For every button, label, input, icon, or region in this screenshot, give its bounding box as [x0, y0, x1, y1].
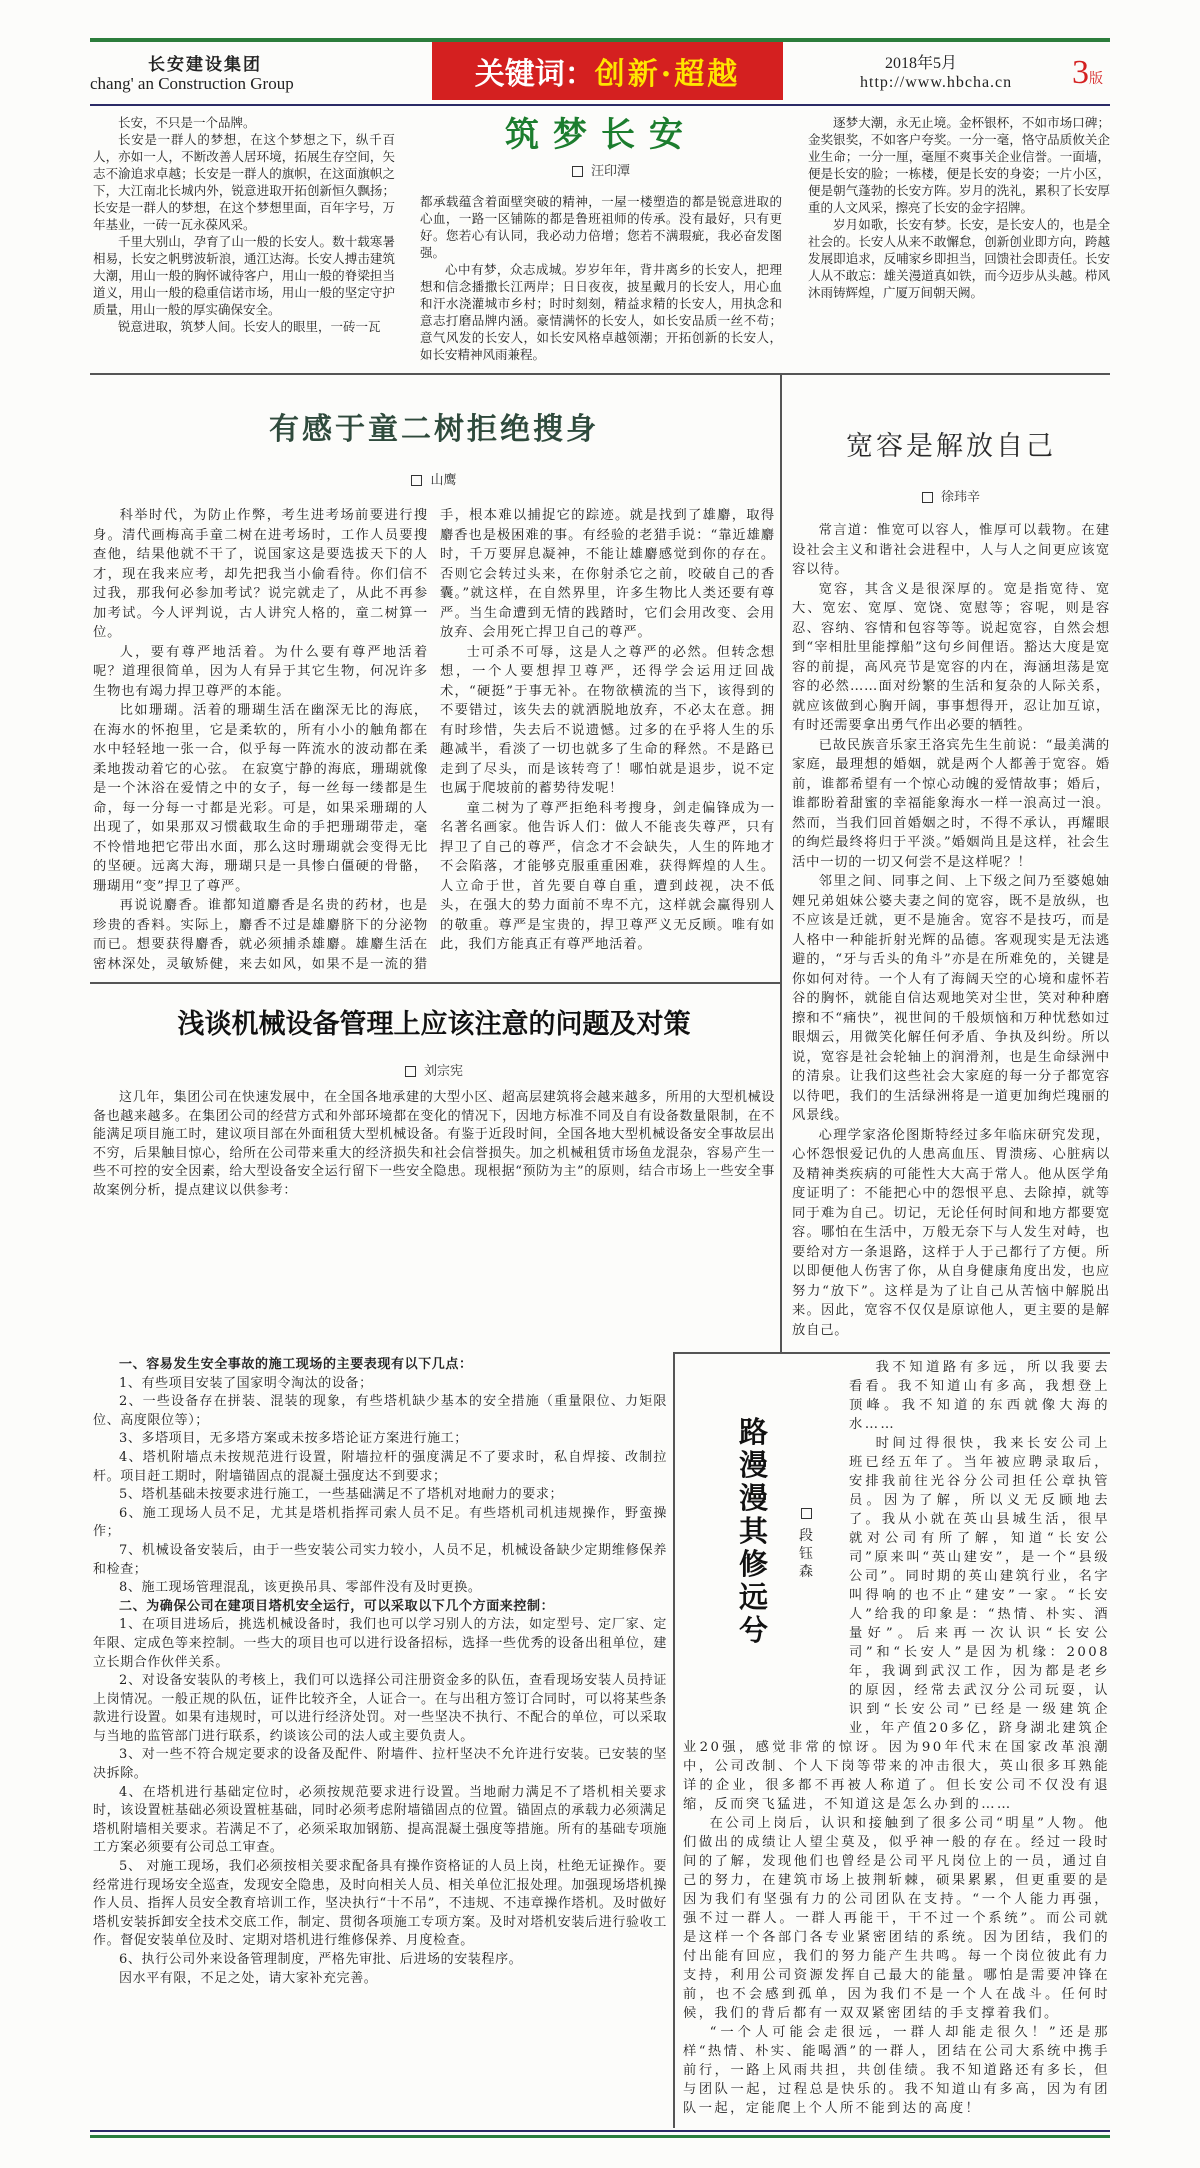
- list-item: 7、机械设备安装后，由于一些安装公司实力较小，人员不足，机械设备缺少定期维修保养和检查；: [93, 1542, 667, 1577]
- paragraph: 我不知道路有多远，所以我要去看看。我不知道山有多高，我想登上顶峰。我不知道的东西就像大海的水……: [849, 1360, 1110, 1432]
- paragraph: 时间过得很快，我来长安公司上班已经五年了。当年被应聘录取后，安排我前往光谷分公司担任公章执管员。因为了解，所以义无反顾地去了。我从小就在英山县城生活，很早就对公司有所了解，知道“长安公司”原来叫“英山建安”，是一个“县级公司”。同时期的英山建筑行业，名字叫得响的也不止“建安”一家。“长安人”给我的印象是：“热情、朴实、酒量好”。后来再一次认识“长安公司”和“长安人”是因为机缘：2008年，我调到武汉工作，因为都是老乡的原因，经常去武汉分公司玩耍，认识到“长安公司”已经是一级建筑企业，年产值20多亿，跻身湖北建筑企业20强，感觉非常的惊讶。因为90年代末在国家改革浪潮中，公司改制、个人下岗等带来的冲击很大，英山很多耳熟能详的企业，很多都不再被人称道了。但长安公司不仅没有退缩，反而突飞猛进，不知道这是怎么办到的……: [683, 1436, 1110, 1812]
- paragraph: 长安是一群人的梦想，在这个梦想之下，纵千百人，亦如一人，不断改善人居环境，拓展生存空间，矢志不渝追求卓越；长安是一群人的旗帜，在这面旗帜之下，大江南北长城内外，锐意进取开拓创新恒久飘扬；长安是一群人的梦想，在这个梦想里面，百年字号，万年基业，一砖一瓦永葆风采。: [93, 132, 395, 232]
- newspaper-page: [90, 0, 1110, 2138]
- author: 刘宗宪: [423, 1064, 463, 1079]
- page-number: [1072, 54, 1103, 92]
- paragraph: 邻里之间、同事之间、上下级之间乃至婆媳妯娌兄弟姐妹公婆夫妻之间的宽容，既不是放纵，也不应该是迁就，更不是施舍。宽容不是技巧，而是人格中一种能折射光辉的品德。客观现实是无法逃避的，“牙与舌头的角斗”亦是在所难免的，关键是你如何对待。一个人有了海阔天空的心境和虚怀若谷的胸怀，就能自信达观地笑对尘世，笑对种种磨擦和不“痛快”，视世间的千般烦恼和万种忧愁如过眼烟云，用微笑化解任何矛盾、争执及纠纷。所以说，宽容是社会轮轴上的润滑剂，也是生命绿洲中的清泉。让我们这些社会大家庭的每一分子都宽容以待吧，我们的生活绿洲将是一道更加绚烂瑰丽的风景线。: [792, 874, 1110, 1123]
- paragraph: 已故民族音乐家王洛宾先生生前说：“最美满的家庭，最理想的婚姻，就是两个人都善于宽容。婚前，谁都希望有一个惊心动魄的爱情故事；婚后，谁都盼着甜蜜的幸福能象海水一样一浪高过一浪。然而，当我们回首婚姻之时，不得不承认，再耀眼的绚烂最终将归于平淡。”婚姻尚且是这样，社会生活中一切的一切又何尝不是这样呢？！: [792, 737, 1110, 870]
- list-item: 3、多塔项目，无多塔方案或未按多塔论证方案进行施工；: [119, 1431, 468, 1447]
- bottom-row: [90, 1352, 1110, 2128]
- paragraph: 常言道：惟宽可以容人，惟厚可以载物。在建设社会主义和谐社会进程中，人与人之间更应该宽容以待。: [792, 523, 1110, 577]
- keyword-banner: [432, 42, 783, 100]
- road-byline: [798, 1508, 814, 1581]
- middle-row: [90, 375, 1110, 1352]
- dream-column-right: [808, 114, 1110, 363]
- paragraph: 心中有梦，众志成城。岁岁年年，背井离乡的长安人，把理想和信念播撒长江两岸；日日夜夜，披星戴月的长安人，用心血和汗水浇灌城市乡村；时时刻刻，精益求精的长安人，用执念和意志打磨品牌内涵。豪情满怀的长安人，如长安品质一丝不苟；意气风发的长安人，如长安风格卓越领潮；开拓创新的长安人，如长安精神风雨兼程。: [420, 262, 782, 362]
- paragraph: 比如珊瑚。活着的珊瑚生活在幽深无比的海底，在海水的怀抱里，它是柔软的，所有小小的触角都在水中轻轻地一张一合，似乎每一阵流水的波动都在柔柔地拨动着它的心弦。 在寂寞宁静的海底，珊瑚就像是一个沐浴在爱情之中的女子，每一丝每一缕都是生命，每一分每一寸都是光彩。可是，如果采珊瑚的人出现了，如果那双习惯截取生命的手把珊瑚带走，毫不怜惜地把它带出水面，那么这时珊瑚就会变得无比的坚硬。远离大海，珊瑚只是一具惨白僵硬的骨骼，珊瑚用“变”捍卫了尊严。: [93, 703, 428, 894]
- section-heading: 一、容易发生安全事故的施工现场的主要表现有以下几点：: [119, 1357, 473, 1372]
- byline-square-icon: [411, 475, 422, 486]
- paragraph: 都承载蕴含着面壁突破的精神，一屋一楼塑造的都是锐意进取的心血，一路一区铺陈的都是鲁班祖师的传承。没有最好，只有更好。您若心有认同，我必动力倍增；您若不满瑕疵，我必奋发图强。: [420, 194, 782, 260]
- paragraph: 在公司上岗后，认识和接触到了很多公司“明星”人物。他们做出的成绩让人望尘莫及，似乎神一般的存在。经过一段时间的了解，发现他们也曾经是公司平凡岗位上的一员，通过自己的努力，在建筑市场上披荆斩棘，硕果累累，但更重要的是因为我们有坚强有力的公司团队在支持。“一个人能力再强，强不过一群人。一群人再能干，干不过一个系统”。而公司就是这样一个各部门各专业紧密团结的系统。因为团结，我们的付出能有回应，我们的努力能产生共鸣。每一个岗位彼此有力支持，利用公司资源发挥自己最大的能量。哪怕是需要冲锋在前，也不会感到孤单，因为我们不是一个人在战斗。任何时候，我们的背后都有一双双紧密团结的手支撑着我们。: [683, 1816, 1110, 2021]
- machinery-title: 浅谈机械设备管理上应该注意的问题及对策: [177, 1009, 691, 1040]
- list-item: 5、塔机基础未按要求进行施工，一些基础满足不了塔机对地耐力的要求；: [119, 1487, 564, 1503]
- paragraph: 人，要有尊严地活着。为什么要有尊严地活着呢？道理很简单，因为人有异于其它生物，何况许多生物也有竭力捍卫尊严的本能。: [93, 644, 428, 699]
- masthead: [90, 42, 1110, 104]
- tolerance-byline: [792, 486, 1110, 505]
- bottom-navy-rule: [90, 2130, 1110, 2132]
- list-item: 4、塔机附墙点未按规范进行设置，附墙拉杆的强度满足不了要求时，私自焊接、改制拉杆。项目赶工期时，附墙锚固点的混凝土强度达不到要求；: [93, 1449, 667, 1484]
- author: 山鹰: [430, 473, 457, 488]
- dream-title: 筑梦长安: [505, 115, 697, 155]
- tolerance-body: [792, 521, 1110, 1340]
- paragraph: 这几年，集团公司在快速发展中，在全国各地承建的大型小区、超高层建筑将会越来越多，所用的大型机械设备也越来越多。在集团公司的经营方式和外部环境都在变化的情况下，因地方标准不同及自有设备数量限制，在不能满足项目施工时，建议项目部在外面租赁大型机械设备。有鉴于近段时间，全国各地大型机械设备安全事故层出不穷，后果触目惊心，给所在公司带来重大的经济损失和社会信誉损失。加之机械租赁市场鱼龙混杂，容易产生一些不可控的安全因素，给大型设备安全运行留下一些安全隐患。现根据“预防为主”的原则，结合市场上一些安全事故案例分析，提点建议以供参考：: [93, 1090, 775, 1198]
- keyword-label: 关键词：: [474, 57, 595, 92]
- paragraph: 心理学家洛伦图斯特经过多年临床研究发现，心怀怨恨爱记仇的人患高血压、胃溃疡、心脏病以及精神类疾病的可能性大大高于常人。他从医学角度证明了：不能把心中的怨恨平息、去除掉，就等同于难为自己。切记，无论任何时间和地方都要宽容。哪怕在生活中，万般无奈下与人发生对峙，也要给对方一条退路，这样于人于己都行了方便。所以即便他人伤害了你，从自身健康角度出发，也应努力“放下”。这样是为了让自己从苦恼中解脱出来。因此，宽容不仅仅是原谅他人，更主要的是解放自己。: [792, 1127, 1110, 1338]
- page-suffix: 版: [1089, 72, 1103, 87]
- section-divider: [90, 982, 780, 984]
- author: 徐玮辛: [940, 490, 980, 505]
- dream-column-left: [93, 114, 395, 363]
- dream-article: [90, 106, 1110, 373]
- paragraph: 逐梦大潮，永无止境。金杯银杯，不如市场口碑；金奖银奖，不如客户夸奖。一分一毫，恪守品质攸关企业生命；一分一厘，毫厘不爽事关企业信誉。一面墙，便是长安的脸；一栋楼，便是长安的身姿；一片小区，便是朝气蓬勃的长安方阵。岁月的洗礼，累积了长安厚重的人文风采，擦亮了长安的金字招牌。: [808, 115, 1110, 215]
- list-item: 2、一些设备存在拼装、混装的现象，有些塔机缺少基本的安全措施（重量限位、力矩限位、高度限位等）；: [93, 1394, 667, 1428]
- paragraph: 再说说麝香。谁都知道麝香是名贵的药材，也是珍贵的香料。实际上，麝香不过是雄麝脐下的分泌物而已。想要获得麝香，就必须捕杀雄麝。雄麝生活在密林深处，灵敏矫健，来去如风，如果不是一流的猎手，根本难以捕捉它的踪迹。就是找到了雄麝，取得麝香也是极困难的事。有经验的老猎手说：“靠近雄麝时，千万要屏息凝神，不能让雄麝感觉到你的存在。否则它会转过头来，在你射杀它之前，咬破自己的香囊。”就这样，在自然界里，许多生物比人类还要有尊严。当生命遭到无情的践踏时，它们会用改变、会用放弃、会用死亡捍卫自己的尊严。: [93, 508, 775, 972]
- paragraph: 岁月如歌，长安有梦。长安，是长安人的，也是全社会的。长安人从来不敢懈怠，创新创业即方向，跨越发展即追求，反哺家乡即担当，回馈社会即责任。长安人从不敢忘：雄关漫道真如铁，而今迈步从头越。栉风沐雨铸辉煌，广厦万间朝天阙。: [808, 217, 1110, 300]
- dignity-body: [93, 506, 775, 982]
- byline-square-icon: [572, 166, 583, 177]
- closing: 因水平有限，不足之处，请大家补充完善。: [119, 1970, 378, 1986]
- paragraph: 宽容，其含义是很深厚的。宽是指宽待、宽大、宽宏、宽厚、宽饶、宽慰等；容呢，则是容忍、容纳、容情和包容等等。说起宽容，自然会想到“宰相肚里能撑船”这句乡间俚语。豁达大度是宽容的前提，高风亮节是宽容的内在，海涵坦荡是宽容的必然……面对纷繁的生活和复杂的人际关系，就应该做到心胸开阔，事事想得开，忍让加互谅，有时还需要拿出勇气作出必要的牺牲。: [792, 581, 1110, 733]
- dream-column-middle: [420, 193, 782, 363]
- bottom-green-rule: [90, 2135, 1110, 2138]
- road-article-box: [673, 1352, 1110, 2128]
- paragraph: 锐意进取，筑梦人间。长安人的眼里，一砖一瓦: [118, 319, 381, 334]
- middle-left: [90, 375, 780, 1352]
- paragraph: 长安，不只是一个品牌。: [118, 115, 256, 130]
- list-item: 2、对设备安装队的考核上，我们可以选择公司注册资金多的队伍，查看现场安装人员持证上岗情况。一般正规的队伍，证件比较齐全，人证合一。在与出租方签订合同时，可以将某些条款进行设置。如果有违规时，可以进行经济处罚。对一些坚决不执行、不配合的单位，可以采取与当地的监管部门进行联系，约谈该公司的法人或主要负责人。: [93, 1673, 667, 1744]
- byline-square-icon: [922, 492, 933, 503]
- machinery-intro: [93, 1089, 775, 1211]
- paragraph: “一个人可能会走很远，一群人却能走很久！”还是那样“热情、朴实、能喝酒”的一群人，团结在公司大系统中携手前行，一路上风雨共担，共创佳绩。我不知道路还有多长，但与团队一起，过程总是快乐的。我不知道山有多高，因为有团队一起，定能爬上个人所不能到达的高度！: [683, 2025, 1110, 2116]
- paragraph: 千里大别山，孕育了山一般的长安人。数十载寒暑相易，长安之帆劈波斩浪，通江达海。长安人搏击建筑大潮，用山一般的胸怀诚待客户，用山一般的脊梁担当道义，用山一般的稳重信诺市场，用山一般的坚定守护质量，用山一般的厚实确保安全。: [93, 234, 395, 317]
- list-item: 8、施工现场管理混乱，该更换吊具、零部件没有及时更换。: [119, 1580, 482, 1596]
- dignity-byline: [93, 469, 775, 488]
- machinery-list: [93, 1352, 667, 2128]
- dream-column-middle-wrap: [420, 114, 782, 363]
- list-item: 1、有些项目安装了国家明令淘汰的设备；: [119, 1375, 373, 1391]
- machinery-byline: [93, 1060, 775, 1079]
- dignity-title: 有感于童二树拒绝搜身: [269, 412, 599, 447]
- group-name-en: chang' an Construction Group: [90, 74, 294, 93]
- list-item: 4、在塔机进行基础定位时，必须按规范要求进行设置。当地耐力满足不了塔机相关要求时，该设置桩基础必须设置桩基础，同时必须考虑附墙锚固点的位置。锚固点的承载力必须满足塔机附墙相关要求。若满足不了，必须采取加钢筋、提高混凝土强度等措施。所有的基础专项施工方案必须要有公司总工审查。: [93, 1784, 667, 1856]
- byline-square-icon: [405, 1066, 416, 1077]
- tolerance-title: 宽容是解放自己: [846, 431, 1056, 462]
- road-title: 路漫漫其修远兮: [739, 1415, 769, 1647]
- list-item: 6、施工现场人员不足，尤其是塔机指挥司索人员不足。有些塔机司机违规操作，野蛮操作；: [93, 1505, 667, 1540]
- dream-byline: [420, 160, 782, 179]
- list-item: 1、在项目进场后，挑选机械设备时，我们也可以学习别人的方法，如定型号、定厂家、定年限、定成色等来控制。一些大的项目也可以进行设备招标，选择一些优秀的设备出租单位，建立长期合作伙伴关系。: [93, 1617, 667, 1670]
- section-heading: 二、为确保公司在建项目塔机安全运行，可以采取以下几个方面来控制：: [119, 1598, 555, 1614]
- list-item: 5、 对施工现场，我们必须按相关要求配备具有操作资格证的人员上岗，杜绝无证操作。要经常进行现场安全巡查，发现安全隐患，及时向相关人员、相关单位汇报处理。加强现场塔机操作人员、指挥人员安全教育培训工作，坚决执行“十不吊”，不违规、不违章操作塔机。及时做好塔机安装拆卸安全技术交底工作，制定、贯彻各项施工专项方案。及时对塔机安装后进行验收工作。督促安装单位及时、定期对塔机进行维修保养、月度检查。: [93, 1859, 667, 1949]
- tolerance-box: [780, 375, 1110, 1352]
- list-item: 6、执行公司外来设备管理制度，严格先审批、后进场的安装程序。: [119, 1952, 523, 1967]
- issue-date: 2018年5月: [885, 55, 958, 72]
- author: 汪印潭: [590, 164, 630, 179]
- website-url: http://www.hbcha.cn: [860, 74, 1013, 91]
- keyword-value: 创新·超越: [594, 57, 741, 92]
- paragraph: 科举时代，为防止作弊，考生进考场前要进行搜身。清代画梅高手童二树在进考场时，工作人员要搜查他，结果他就不干了，说国家这是要选拔天下的人才，现在我来应考，却先把我当小偷看待。你们信不过我，那我何必参加考试？说完就走了，从此不再参加考试。今人评判说，古人讲究人格的，童二树算一位。: [93, 508, 428, 640]
- paragraph: 士可杀不可辱，这是人之尊严的必然。但转念想想，一个人要想捍卫尊严，还得学会运用迂回战术，“硬挺”于事无补。在物欲横流的当下，该得到的不要错过，该失去的就洒脱地放弃，不必太在意。拥有时珍惜，失去后不说遗憾。过多的在乎将人生的乐趣减半，看淡了一切也就多了生命的释然。不是路已走到了尽头，而是该转弯了！哪怕就是退步，说不定也属于爬坡前的蓄势待发呢！: [440, 644, 775, 796]
- page-number-digit: 3: [1072, 54, 1089, 91]
- road-title-area: [683, 1358, 849, 1730]
- byline-square-icon: [801, 1508, 812, 1519]
- paragraph: 童二树为了尊严拒绝科考搜身，剑走偏锋成为一名著名画家。他告诉人们：做人不能丧失尊严，只有捍卫了自己的尊严，信念才不会缺失，人生的阵地才不会陷落，才能够克服重重困难，获得辉煌的人生。人立命于世，首先要自尊自重，遭到歧视，决不低头，在强大的势力面前不卑不亢，这样就会赢得别人的敬重。尊严是宝贵的，捍卫尊严义无反顾。唯有如此，我们方能真正有尊严地活着。: [440, 800, 775, 952]
- group-name-cn: 长安建设集团: [148, 55, 262, 75]
- list-item: 3、对一些不符合规定要求的设备及配件、附墙件、拉杆坚决不允许进行安装。已安装的坚决拆除。: [93, 1747, 667, 1782]
- author: 段钰森: [799, 1528, 813, 1580]
